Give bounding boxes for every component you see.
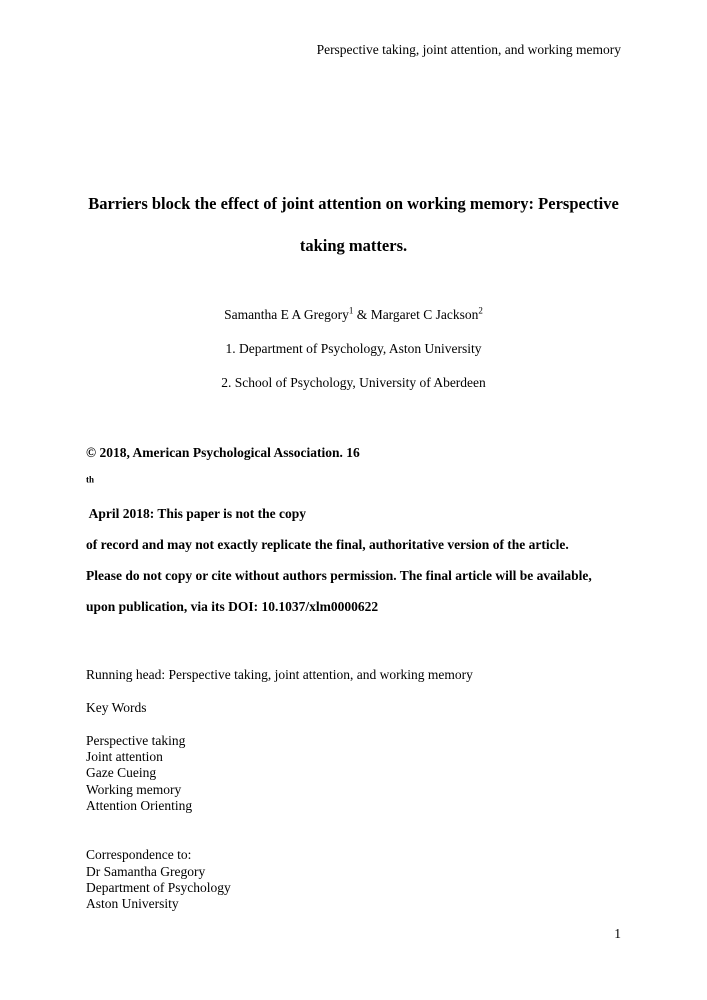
copyright-notice	[86, 438, 627, 622]
page-number: 1	[614, 926, 621, 941]
paper-title	[80, 183, 627, 267]
notice-line: of record and may not exactly replicate the final, authoritative version of the article.	[86, 537, 569, 553]
author-line	[0, 305, 707, 339]
notice-line: upon publication, via its DOI: 10.1037/xlm0000622	[86, 598, 379, 614]
key-word: Perspective taking	[86, 732, 186, 748]
key-word: Attention Orienting	[86, 798, 193, 814]
notice-line	[86, 438, 627, 530]
affiliation-mark: 2	[478, 305, 483, 316]
affiliation-mark: 1	[348, 305, 354, 316]
correspondence-line: Department of Psychology	[86, 880, 231, 896]
correspondence-label: Correspondence to:	[86, 847, 192, 863]
key-word: Joint attention	[86, 748, 163, 764]
notice-text: © 2018, American Psychological Association. 16	[86, 445, 360, 460]
running-head: Running head: Perspective taking, joint attention, and working memory	[86, 667, 473, 682]
correspondence-line: Dr Samantha Gregory	[86, 863, 206, 879]
affiliation-2: 2. School of Psychology, University of Aberdeen	[221, 375, 486, 390]
author-name: Margaret C Jackson	[370, 307, 479, 322]
key-words-label: Key Words	[86, 699, 147, 715]
key-word: Gaze Cueing	[86, 765, 157, 781]
author-separator: &	[353, 307, 371, 322]
notice-line: Please do not copy or cite without authors permission. The final article will be available,	[86, 567, 592, 583]
front-matter	[86, 667, 473, 913]
title-line-1: Barriers block the effect of joint attention on working memory: Perspective	[88, 194, 619, 213]
correspondence-line: Aston University	[86, 896, 179, 912]
notice-text: April 2018: This paper is not the copy	[86, 506, 307, 522]
key-word: Working memory	[86, 781, 182, 797]
running-header: Perspective taking, joint attention, and working memory	[316, 42, 621, 57]
notice-sup: th	[86, 474, 95, 485]
author-block	[0, 305, 707, 407]
title-line-2: taking matters.	[299, 236, 408, 255]
affiliation-1: 1. Department of Psychology, Aston University	[225, 341, 482, 356]
author-name: Samantha E A Gregory	[224, 307, 349, 322]
